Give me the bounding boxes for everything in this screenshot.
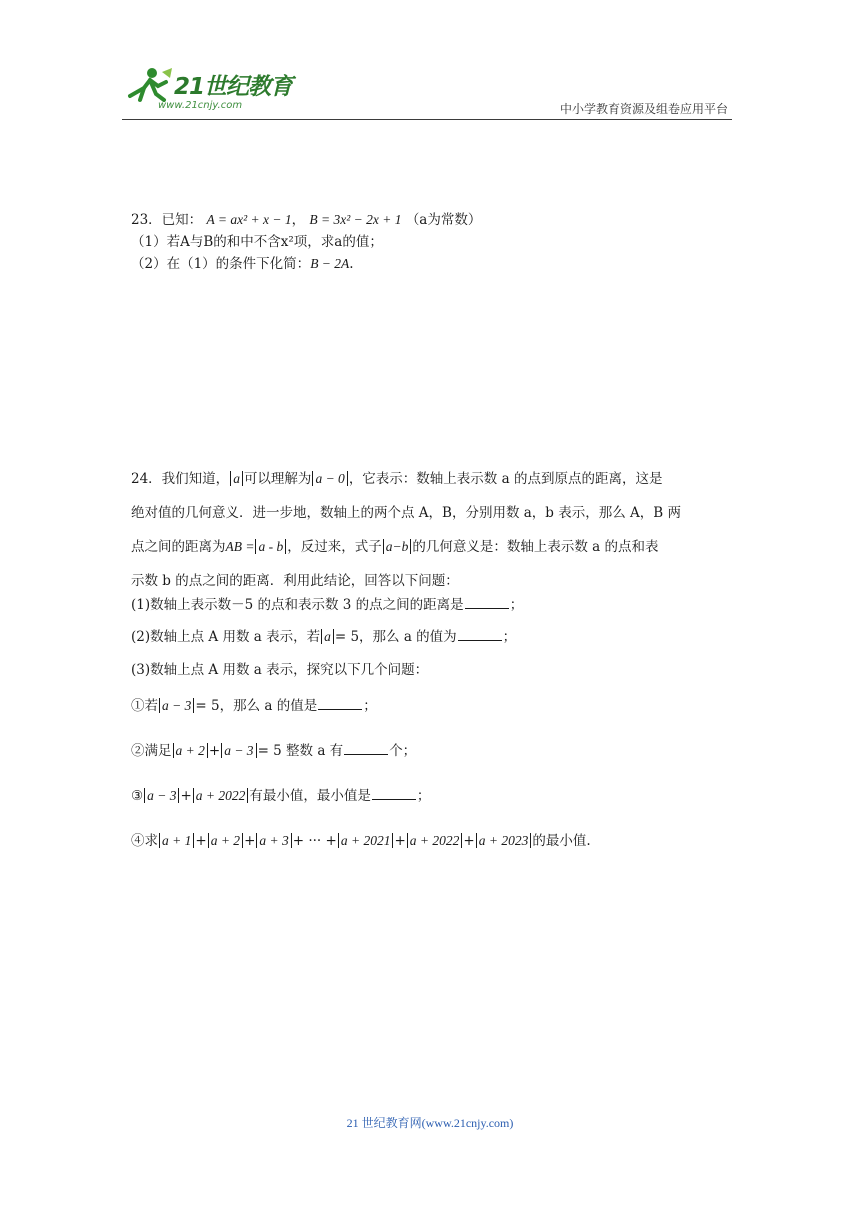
page-header bbox=[122, 62, 732, 120]
q24-line-4: 示数 b 的点之间的距离．利用此结论，回答以下问题： bbox=[131, 573, 459, 589]
q24-line-1: 24．我们知道， a 可以理解为 a − 0 ，它表示：数轴上表示数 a 的点到原点的距离，这是 bbox=[131, 471, 663, 487]
answer-blank[interactable] bbox=[465, 596, 509, 609]
logo-url: www.21cnjy.com bbox=[158, 100, 243, 111]
expr-A: A = ax² + x − 1 bbox=[206, 212, 292, 227]
q24-sub-2: (2)数轴上点 A 用数 a 表示，若 a = 5，那么 a 的值为 ； bbox=[131, 629, 517, 645]
site-logo bbox=[122, 66, 297, 118]
logo-text: 21世纪教育 bbox=[174, 74, 293, 100]
q23-part1: （1）若A与B的和中不含x²项，求a的值； bbox=[131, 234, 383, 250]
q24-case-2: ②满足 a + 2 + a − 3 = 5 整数 a 有 个； bbox=[131, 743, 417, 759]
answer-blank[interactable] bbox=[372, 787, 416, 800]
q24-line-2: 绝对值的几何意义．进一步地，数轴上的两个点 A，B，分别用数 a，b 表示，那么 A，B 两 bbox=[131, 505, 681, 521]
header-divider bbox=[122, 119, 732, 120]
q23-part2: （2）在（1）的条件下化简：B − 2A. bbox=[131, 256, 354, 272]
q24-case-1: ①若 a − 3 = 5，那么 a 的值是 ； bbox=[131, 698, 377, 714]
answer-blank[interactable] bbox=[318, 697, 362, 710]
q23-stem: 23．已知： A = ax² + x − 1， B = 3x² − 2x + 1 （a为常数） bbox=[131, 212, 482, 228]
q24-line-3: 点之间的距离为AB = a - b ，反过来，式子 a−b 的几何意义是：数轴上表示数 a 的点和表 bbox=[131, 539, 659, 555]
q24-sub-3: (3)数轴上点 A 用数 a 表示，探究以下几个问题： bbox=[131, 662, 429, 678]
page-footer: 21 世纪教育网(www.21cnjy.com) bbox=[346, 1116, 514, 1130]
answer-blank[interactable] bbox=[458, 628, 502, 641]
q24-case-3: ③ a − 3 + a + 2022 有最小值，最小值是 ； bbox=[131, 788, 431, 804]
platform-title: 中小学教育资源及组卷应用平台 bbox=[559, 102, 728, 116]
q24-sub-1: (1)数轴上表示数－5 的点和表示数 3 的点之间的距离是 ； bbox=[131, 597, 524, 613]
expr-B: B = 3x² − 2x + 1 bbox=[309, 212, 402, 227]
q24-case-4: ④求 a + 1 + a + 2 + a + 3 + ··· + a + 2021 + a + 2022 + a + 2023 的最小值. bbox=[131, 833, 591, 849]
answer-blank[interactable] bbox=[344, 742, 388, 755]
